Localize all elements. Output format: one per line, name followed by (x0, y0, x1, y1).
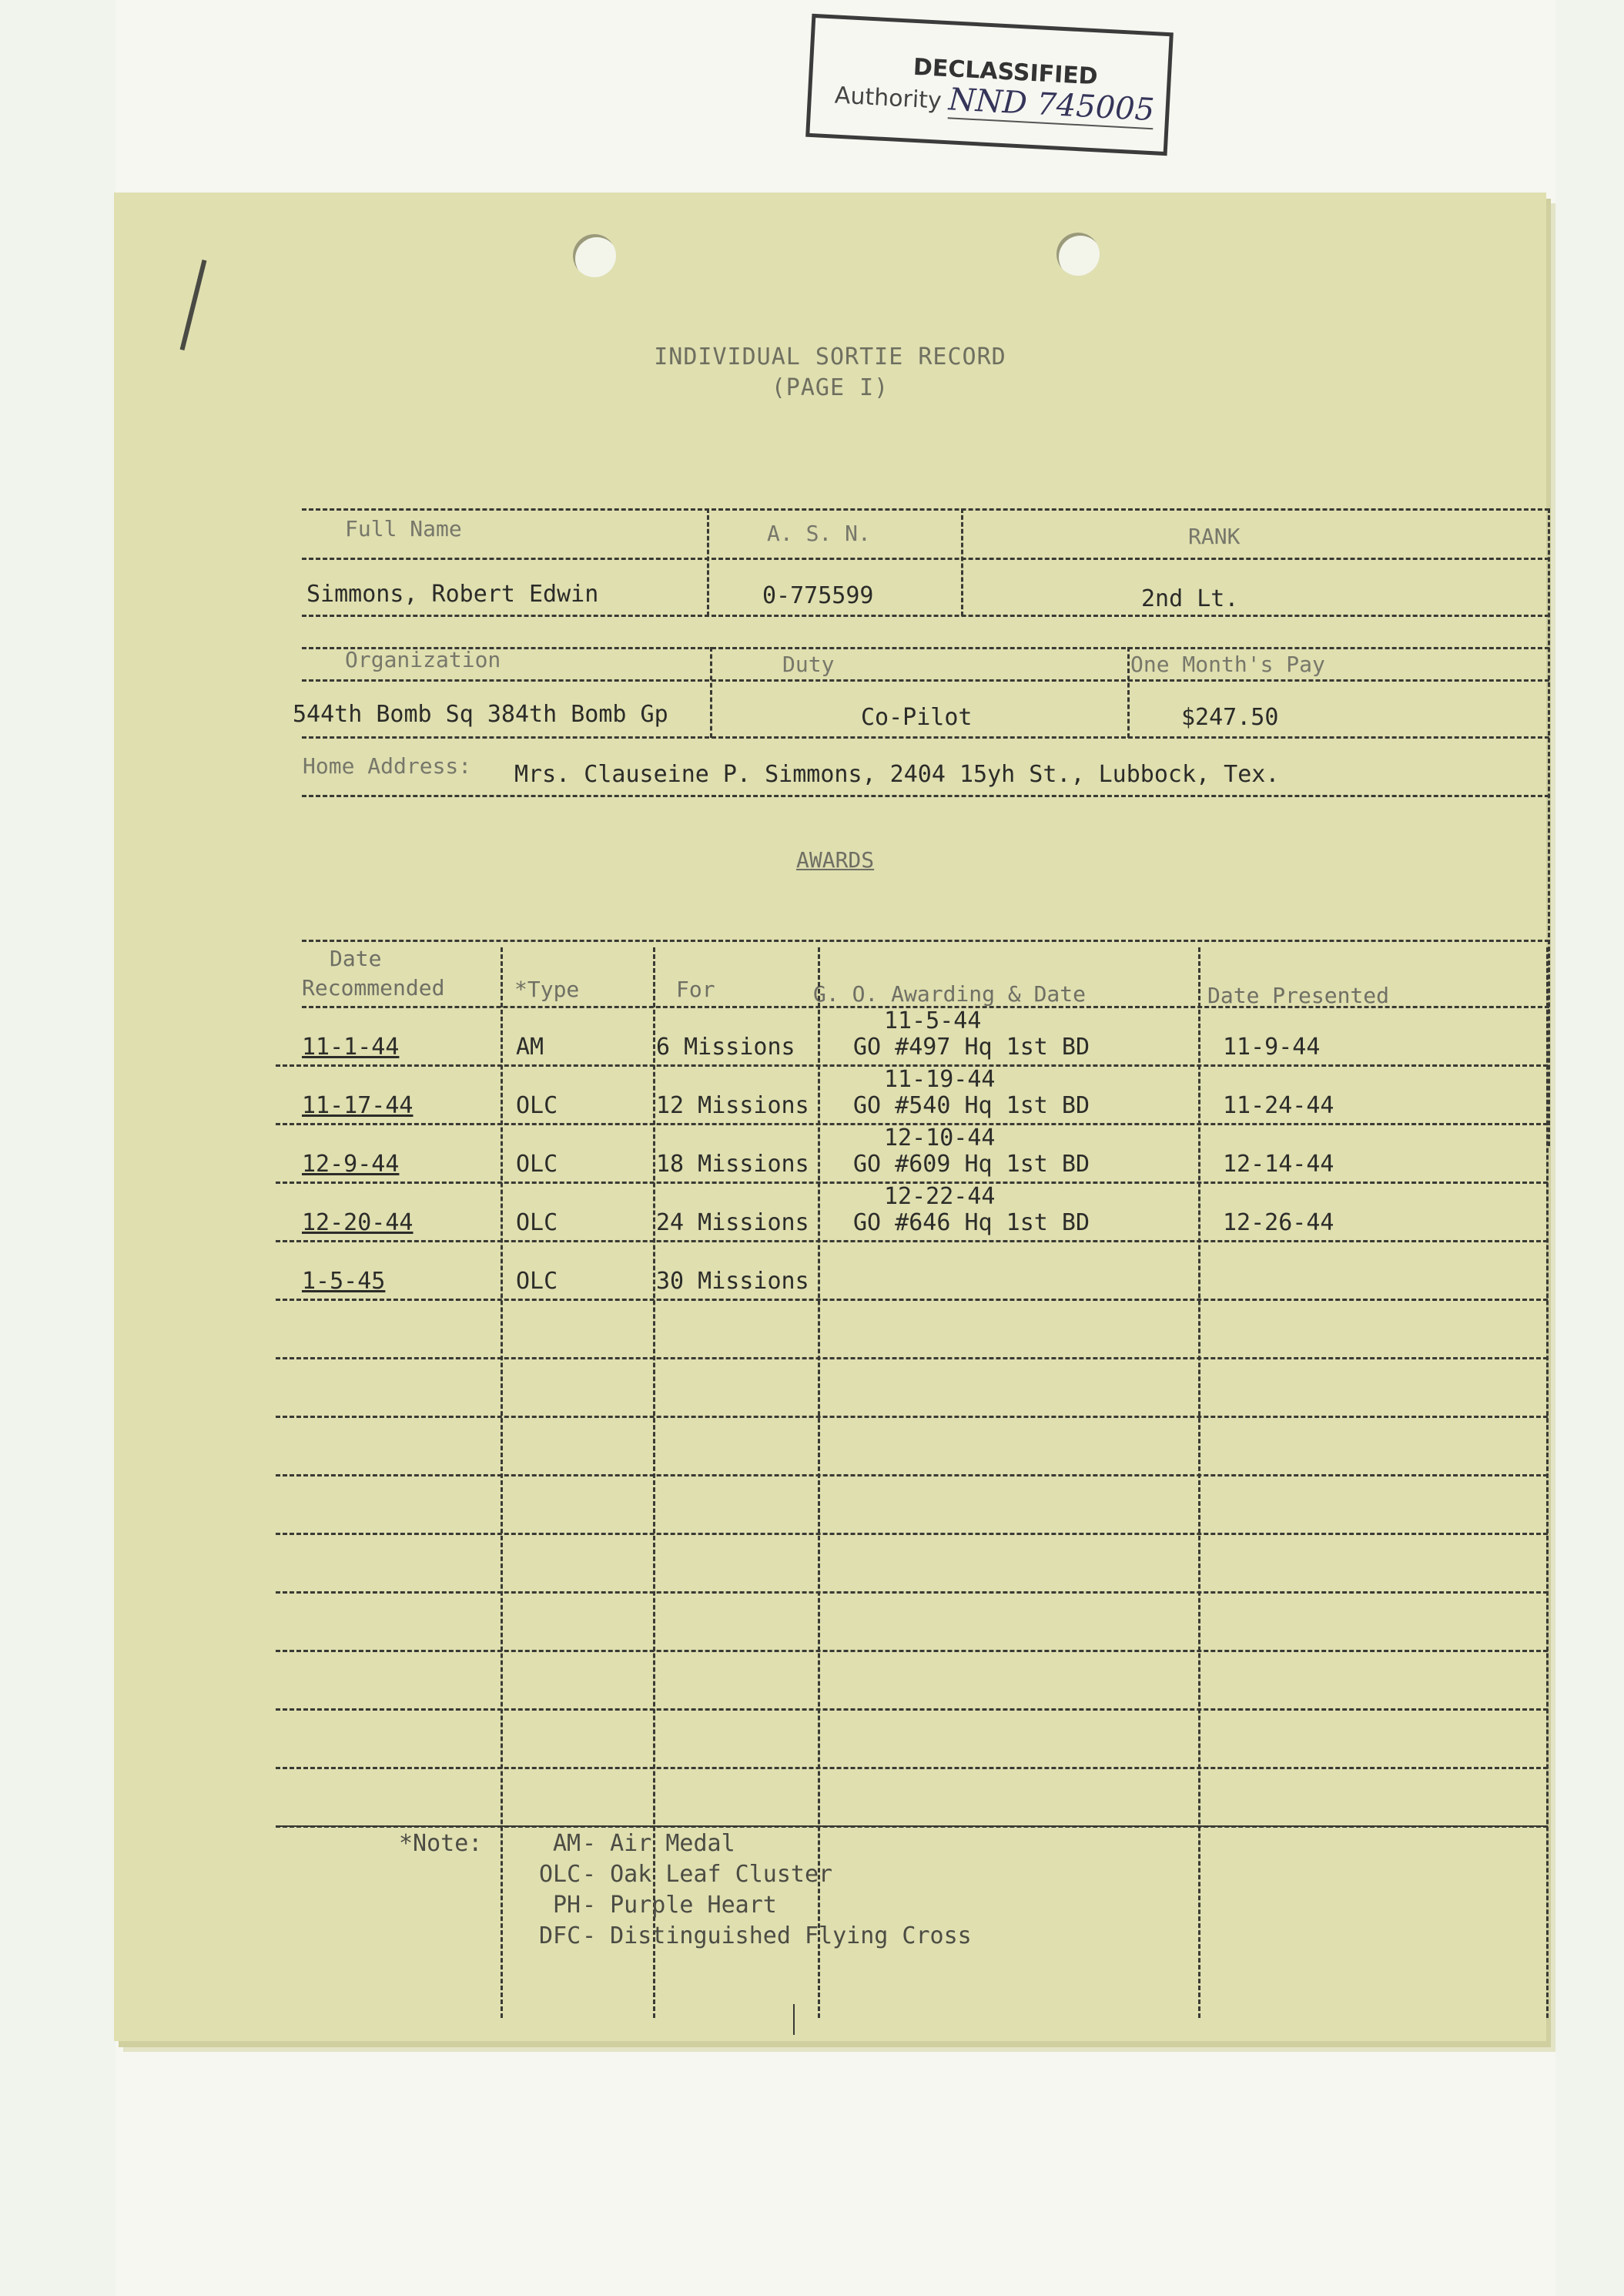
awards-row-rule (276, 1650, 1548, 1652)
rule-values-1 (302, 615, 1549, 617)
divider-org-duty (710, 647, 712, 738)
pencil-mark (180, 260, 207, 350)
award-type-cell: OLC (516, 1092, 558, 1119)
col-header-type: *Type (514, 977, 580, 1002)
col-header-for: For (676, 977, 715, 1002)
punch-hole-right (1056, 233, 1100, 276)
award-go-cell: GO #497 Hq 1st BD (853, 1034, 1090, 1061)
awards-row-rule (276, 1416, 1548, 1418)
award-for-cell: 6 Missions (656, 1034, 795, 1061)
award-type-cell: OLC (516, 1209, 558, 1236)
declassified-stamp (805, 14, 1174, 156)
awards-row-rule (276, 1357, 1548, 1359)
awards-col-divider-3 (818, 947, 820, 2018)
award-date-cell: 1-5-45 (302, 1268, 386, 1295)
home-address-value: Mrs. Clauseine P. Simmons, 2404 15yh St., Lubbock, Tex. (514, 761, 1280, 788)
rule-address (302, 795, 1549, 797)
award-presented-cell: 12-26-44 (1223, 1209, 1334, 1236)
award-type-cell: AM (516, 1034, 544, 1061)
pay-value: $247.50 (1181, 704, 1279, 731)
full-name-value: Simmons, Robert Edwin (306, 581, 599, 608)
award-go-date-cell: 12-22-44 (884, 1183, 996, 1210)
awards-row-rule (276, 1591, 1548, 1594)
sortie-record-paper (114, 193, 1546, 2041)
stamp-authority-number: NND 745005 (947, 82, 1156, 129)
award-go-date-cell: 11-19-44 (884, 1066, 996, 1093)
asn-value: 0-775599 (762, 582, 874, 609)
col-header-go: G. O. Awarding & Date (813, 981, 1087, 1007)
note-code: AM (553, 1830, 581, 1857)
record-subtitle: (PAGE I) (771, 374, 889, 401)
awards-col-divider-2 (653, 947, 655, 2018)
awards-row-rule (276, 1708, 1548, 1711)
note-description: - Oak Leaf Cluster (582, 1861, 833, 1888)
award-for-cell: 18 Missions (656, 1151, 809, 1178)
award-presented-cell: 11-9-44 (1223, 1034, 1321, 1061)
note-description: - Purple Heart (582, 1892, 777, 1919)
note-code: PH (553, 1892, 581, 1919)
divider-duty-pay (1127, 647, 1130, 738)
stamp-title: DECLASSIFIED (912, 53, 1099, 91)
award-type-cell: OLC (516, 1268, 558, 1295)
award-go-date-cell: 11-5-44 (884, 1007, 982, 1034)
awards-row-rule (276, 1767, 1548, 1769)
award-for-cell: 24 Missions (656, 1209, 809, 1236)
note-code: OLC (539, 1861, 581, 1888)
record-title: INDIVIDUAL SORTIE RECORD (654, 344, 1006, 370)
note-label: *Note: (399, 1830, 483, 1857)
awards-row-rule (276, 1533, 1548, 1535)
award-date-cell: 11-17-44 (302, 1092, 414, 1119)
awards-row-rule (276, 1299, 1548, 1301)
asn-label: A. S. N. (767, 521, 871, 546)
awards-rule-top (302, 940, 1549, 942)
award-for-cell: 12 Missions (656, 1092, 809, 1119)
stamp-authority-label: Authority (834, 82, 943, 115)
awards-col-divider-right (1546, 947, 1549, 2018)
award-type-cell: OLC (516, 1151, 558, 1178)
awards-row-rule (276, 1474, 1548, 1476)
center-fold-mark (793, 2004, 795, 2035)
rank-label: RANK (1188, 524, 1241, 549)
note-code: DFC (539, 1922, 581, 1949)
award-date-cell: 11-1-44 (302, 1034, 400, 1061)
award-go-cell: GO #609 Hq 1st BD (853, 1151, 1090, 1178)
award-date-cell: 12-20-44 (302, 1209, 414, 1236)
award-presented-cell: 12-14-44 (1223, 1151, 1334, 1178)
divider-name-asn (707, 508, 709, 616)
col-header-presented: Date Presented (1207, 983, 1390, 1008)
award-go-cell: GO #540 Hq 1st BD (853, 1092, 1090, 1119)
organization-value: 544th Bomb Sq 384th Bomb Gp (293, 701, 668, 728)
awards-col-divider-4 (1198, 947, 1200, 2018)
awards-section-title: AWARDS (796, 847, 875, 873)
note-description: - Distinguished Flying Cross (582, 1922, 972, 1949)
award-for-cell: 30 Missions (656, 1268, 809, 1295)
rule-values-2 (302, 736, 1549, 739)
awards-row-rule (276, 1240, 1548, 1242)
col-header-date-1: Date (330, 946, 382, 971)
full-name-label: Full Name (345, 516, 462, 541)
pay-label: One Month's Pay (1130, 652, 1325, 677)
divider-asn-rank (961, 508, 963, 616)
col-header-date-2: Recommended (302, 975, 445, 1001)
rule-top (302, 508, 1549, 511)
award-presented-cell: 11-24-44 (1223, 1092, 1334, 1119)
note-description: - Air Medal (582, 1830, 735, 1857)
home-address-label: Home Address: (303, 753, 472, 779)
rank-value: 2nd Lt. (1141, 585, 1239, 612)
punch-hole-left (573, 234, 616, 277)
duty-value: Co-Pilot (861, 704, 973, 731)
award-go-cell: GO #646 Hq 1st BD (853, 1209, 1090, 1236)
duty-label: Duty (782, 652, 835, 677)
awards-table-bottom-rule (276, 1825, 1548, 1827)
awards-col-divider-1 (501, 947, 503, 2018)
award-go-date-cell: 12-10-44 (884, 1125, 996, 1151)
rule-labels-2 (302, 679, 1549, 682)
award-date-cell: 12-9-44 (302, 1151, 400, 1178)
rule-labels-1 (302, 558, 1549, 560)
organization-label: Organization (345, 647, 501, 672)
